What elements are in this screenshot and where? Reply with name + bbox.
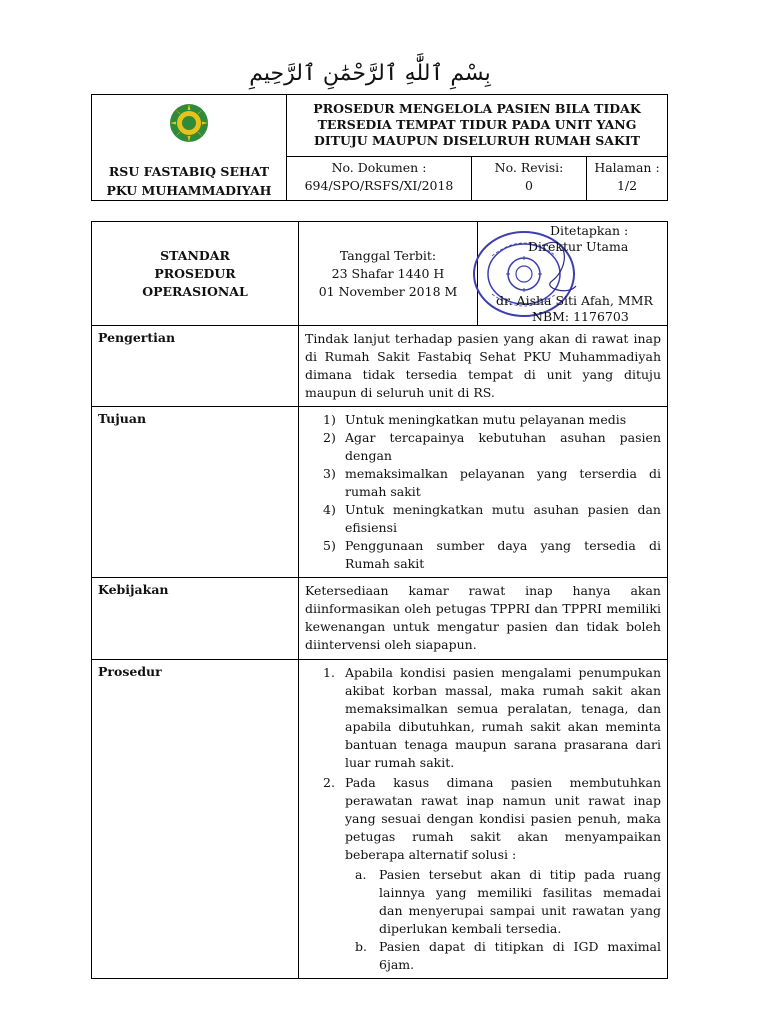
basmalah-calligraphy [220,52,520,92]
tujuan-item [299,411,661,429]
tujuan-item [299,501,661,537]
approval-label: Ditetapkan : [550,223,629,238]
prosedur-item [299,664,661,772]
prosedur-subitem [299,866,661,938]
tujuan-item-text: Penggunaan sumber daya yang tersedia di Rumah sakit [345,538,661,571]
basmalah-icon [220,52,520,92]
tujuan-item [299,537,661,573]
prosedur-item-number: 1. [323,665,335,680]
issue-date-masehi: 01 November 2018 M [318,283,458,299]
document-number-label: No. Dokumen : [331,160,427,175]
tujuan-list-cell [299,407,668,578]
prosedur-item [299,774,661,864]
approver-name: dr. Aisha Siti Afah, MMR [496,293,653,308]
pengertian-label: Pengertian [92,326,299,407]
sop-content-table [91,221,668,979]
prosedur-item-text: Pada kasus dimana pasien membutuhkan perawatan rawat inap namun unit rawat inap yang sesuai dengan kondisi pasien penuh, maka petugas rumah sakit akan menyampaikan beberapa alternatif solusi : [345,775,661,862]
tujuan-list [299,411,661,573]
tujuan-item-number: 3) [323,466,336,481]
page-label: Halaman : [594,160,660,175]
hospital-name-line1: RSU FASTABIQ SEHAT [108,164,270,179]
prosedur-list-cell [299,660,668,979]
hospital-name-line2: PKU MUHAMMADIYAH [106,183,272,198]
revision-value: 0 [525,178,533,193]
prosedur-subitem-letter: a. [355,867,367,882]
issue-date-label: Tanggal Terbit: [339,247,437,263]
prosedur-list [299,664,661,974]
tujuan-item-text: Untuk meningkatkan mutu pelayanan medis [345,412,627,427]
sop-title-cell [92,222,299,326]
tujuan-item-number: 1) [323,412,336,427]
prosedur-label: Prosedur [92,660,299,979]
tujuan-item-text: Agar tercapainya kebutuhan asuhan pasien dengan [345,430,661,463]
document-header-table [91,94,668,201]
svg-text:بِسْمِ ٱللَّٰهِ ٱلرَّحْمَٰنِ ٱ: بِسْمِ ٱللَّٰهِ ٱلرَّحْمَٰنِ ٱلرَّحِيمِ [249,61,491,86]
procedure-title: PROSEDUR MENGELOLA PASIEN BILA TIDAK TERSEDIA TEMPAT TIDUR PADA UNIT YANG DITUJU MAUPUN DISELURUH RUMAH SAKIT [287,95,668,157]
kebijakan-label: Kebijakan [92,578,299,660]
prosedur-subitem [299,938,661,974]
prosedur-item-number: 2. [323,775,335,790]
prosedur-subitem-letter: b. [355,939,367,954]
muhammadiyah-logo-icon [169,103,209,143]
document-number-cell [287,157,472,201]
kebijakan-text: Ketersediaan kamar rawat inap hanya akan diinformasikan oleh petugas TPPRI dan TPPRI memiliki kewenangan untuk mengatur pasien dan tidak boleh diintervensi oleh siapapun. [299,578,668,660]
approver-nbm: NBM: 1176703 [532,309,629,324]
prosedur-item-text: Apabila kondisi pasien mengalami penumpukan akibat korban massal, maka rumah sakit akan memaksimalkan semua peralatan, tenaga, dan apabila dibutuhkan, rumah sakit akan meminta bantuan tenaga maupun sarana prasarana dari luar rumah sakit. [345,665,661,770]
tujuan-item [299,465,661,501]
tujuan-item-number: 2) [323,430,336,445]
tujuan-item-text: memaksimalkan pelayanan yang terserdia di rumah sakit [345,466,661,499]
sop-title-line2: PROSEDUR [154,265,236,281]
revision-label: No. Revisi: [494,160,564,175]
revision-cell [472,157,587,201]
sop-title-line1: STANDAR [160,247,230,263]
hospital-identity-cell [92,95,287,201]
page-value: 1/2 [616,178,638,193]
approval-cell [478,222,668,326]
tujuan-label: Tujuan [92,407,299,578]
prosedur-subitem-text: Pasien tersebut akan di titip pada ruang lainnya yang memiliki fasilitas memadai dan menyerupai sampai unit rawatan yang diperlukan kembali tersedia. [379,867,661,936]
tujuan-item-number: 4) [323,502,336,517]
document-number-value: 694/SPO/RSFS/XI/2018 [304,178,454,193]
page-cell [587,157,668,201]
tujuan-item-text: Untuk meningkatkan mutu asuhan pasien dan efisiensi [345,502,661,535]
tujuan-item [299,429,661,465]
pengertian-text: Tindak lanjut terhadap pasien yang akan di rawat inap di Rumah Sakit Fastabiq Sehat PKU Muhammadiyah dimana tidak tersedia tempat di unit yang dituju maupun di seluruh unit di RS. [299,326,668,407]
sop-title-line3: OPERASIONAL [142,283,248,299]
approval-role: Direktur Utama [528,239,629,254]
issue-date-cell [299,222,478,326]
tujuan-item-number: 5) [323,538,336,553]
issue-date-hijri: 23 Shafar 1440 H [331,265,445,281]
prosedur-subitem-text: Pasien dapat di titipkan di IGD maximal 6jam. [379,939,661,972]
